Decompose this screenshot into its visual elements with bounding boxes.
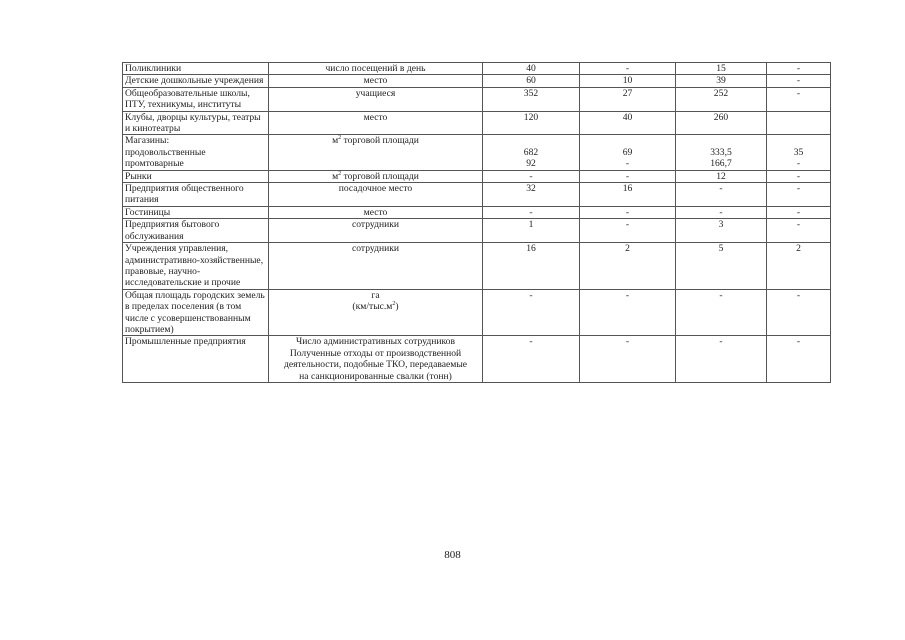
unit-of-measure: место [269,75,483,87]
value-cell: 40 [483,63,580,75]
value-cell: 35 - [767,135,831,170]
value-cell: 32 [483,183,580,207]
unit-of-measure: число посещений в день [269,63,483,75]
value-cell: - [676,206,767,218]
facility-name: Общеобразовательные школы, ПТУ, техникумы, институты [123,87,269,111]
facility-name: Промышленные предприятия [123,336,269,383]
value-cell: 333,5 166,7 [676,135,767,170]
value-cell: - [580,336,676,383]
unit-of-measure: посадочное место [269,183,483,207]
value-cell: 1 [483,219,580,243]
table-row [123,336,831,383]
unit-of-measure: место [269,111,483,135]
value-cell: - [580,63,676,75]
unit-of-measure: сотрудники [269,219,483,243]
value-cell: - [676,336,767,383]
value-cell: - [767,289,831,336]
facility-subname: продовольственные [125,146,206,158]
value-cell: - [580,170,676,182]
facility-name: Общая площадь городских земель в пределах поселения (в том числе с усовершенствованным покрытием) [123,289,269,336]
value-cell: 27 [580,87,676,111]
facility-name: Клубы, дворцы культуры, театры и кинотеатры [123,111,269,135]
value-cell: - [767,206,831,218]
table-row [123,87,831,111]
table-row [123,135,831,170]
value-cell: 682 92 [483,135,580,170]
value-cell: 352 [483,87,580,111]
facility-subname: промтоварные [125,158,184,170]
facility-group-label: Магазины: [125,135,170,147]
value-cell: - [483,336,580,383]
value-cell: 16 [483,243,580,290]
facility-name: Детские дошкольные учреждения [123,75,269,87]
value-cell: - [767,336,831,383]
value-cell: 120 [483,111,580,135]
value-cell: 252 [676,87,767,111]
value-cell: 2 [767,243,831,290]
value-cell: 10 [580,75,676,87]
unit-of-measure: сотрудники [269,243,483,290]
facility-name: Рынки [123,170,269,182]
table-row [123,75,831,87]
table-row [123,219,831,243]
value-cell: - [676,183,767,207]
value-cell: 3 [676,219,767,243]
value-cell: - [580,219,676,243]
value-cell: - [580,289,676,336]
table-row [123,170,831,182]
unit-of-measure: учащиеся [269,87,483,111]
unit-of-measure: место [269,206,483,218]
table-row [123,289,831,336]
norms-table [122,62,831,383]
table-row [123,63,831,75]
facility-name [123,135,269,170]
value-cell: 40 [580,111,676,135]
value-cell: - [767,87,831,111]
value-cell: - [483,289,580,336]
facility-name: Предприятия бытового обслуживания [123,219,269,243]
unit-of-measure: га $(км/тыс.м^2)$ [269,289,483,336]
page-number: 808 [444,549,461,561]
value-cell: - [767,183,831,207]
table-row [123,111,831,135]
value-cell: 60 [483,75,580,87]
unit-of-measure: $м^2$ торговой площади [269,170,483,182]
value-cell: 16 [580,183,676,207]
facility-name: Предприятия общественного питания [123,183,269,207]
facility-name: Гостиницы [123,206,269,218]
table-row [123,206,831,218]
table-row [123,183,831,207]
value-cell: 12 [676,170,767,182]
value-cell: - [767,75,831,87]
value-cell: - [580,206,676,218]
unit-of-measure: Число административных сотрудников Полученные отходы от производственной деятельности, подобные ТКО, передаваемые на санкционированные свалки (тонн) [269,336,483,383]
facility-name: Поликлиники [123,63,269,75]
value-cell [767,111,831,135]
value-cell: - [767,63,831,75]
value-cell: 5 [676,243,767,290]
facility-name: Учреждения управления, административно-хозяйственные, правовые, научно-исследовательские и прочие [123,243,269,290]
value-cell: - [767,170,831,182]
value-cell: - [676,289,767,336]
value-cell: - [767,219,831,243]
value-cell: - [483,206,580,218]
value-cell: - [483,170,580,182]
unit-of-measure: $м^2$ торговой площади [269,135,483,170]
value-cell: 15 [676,63,767,75]
value-cell: 260 [676,111,767,135]
value-cell: 39 [676,75,767,87]
value-cell: 2 [580,243,676,290]
table-row [123,243,831,290]
value-cell: 69 - [580,135,676,170]
